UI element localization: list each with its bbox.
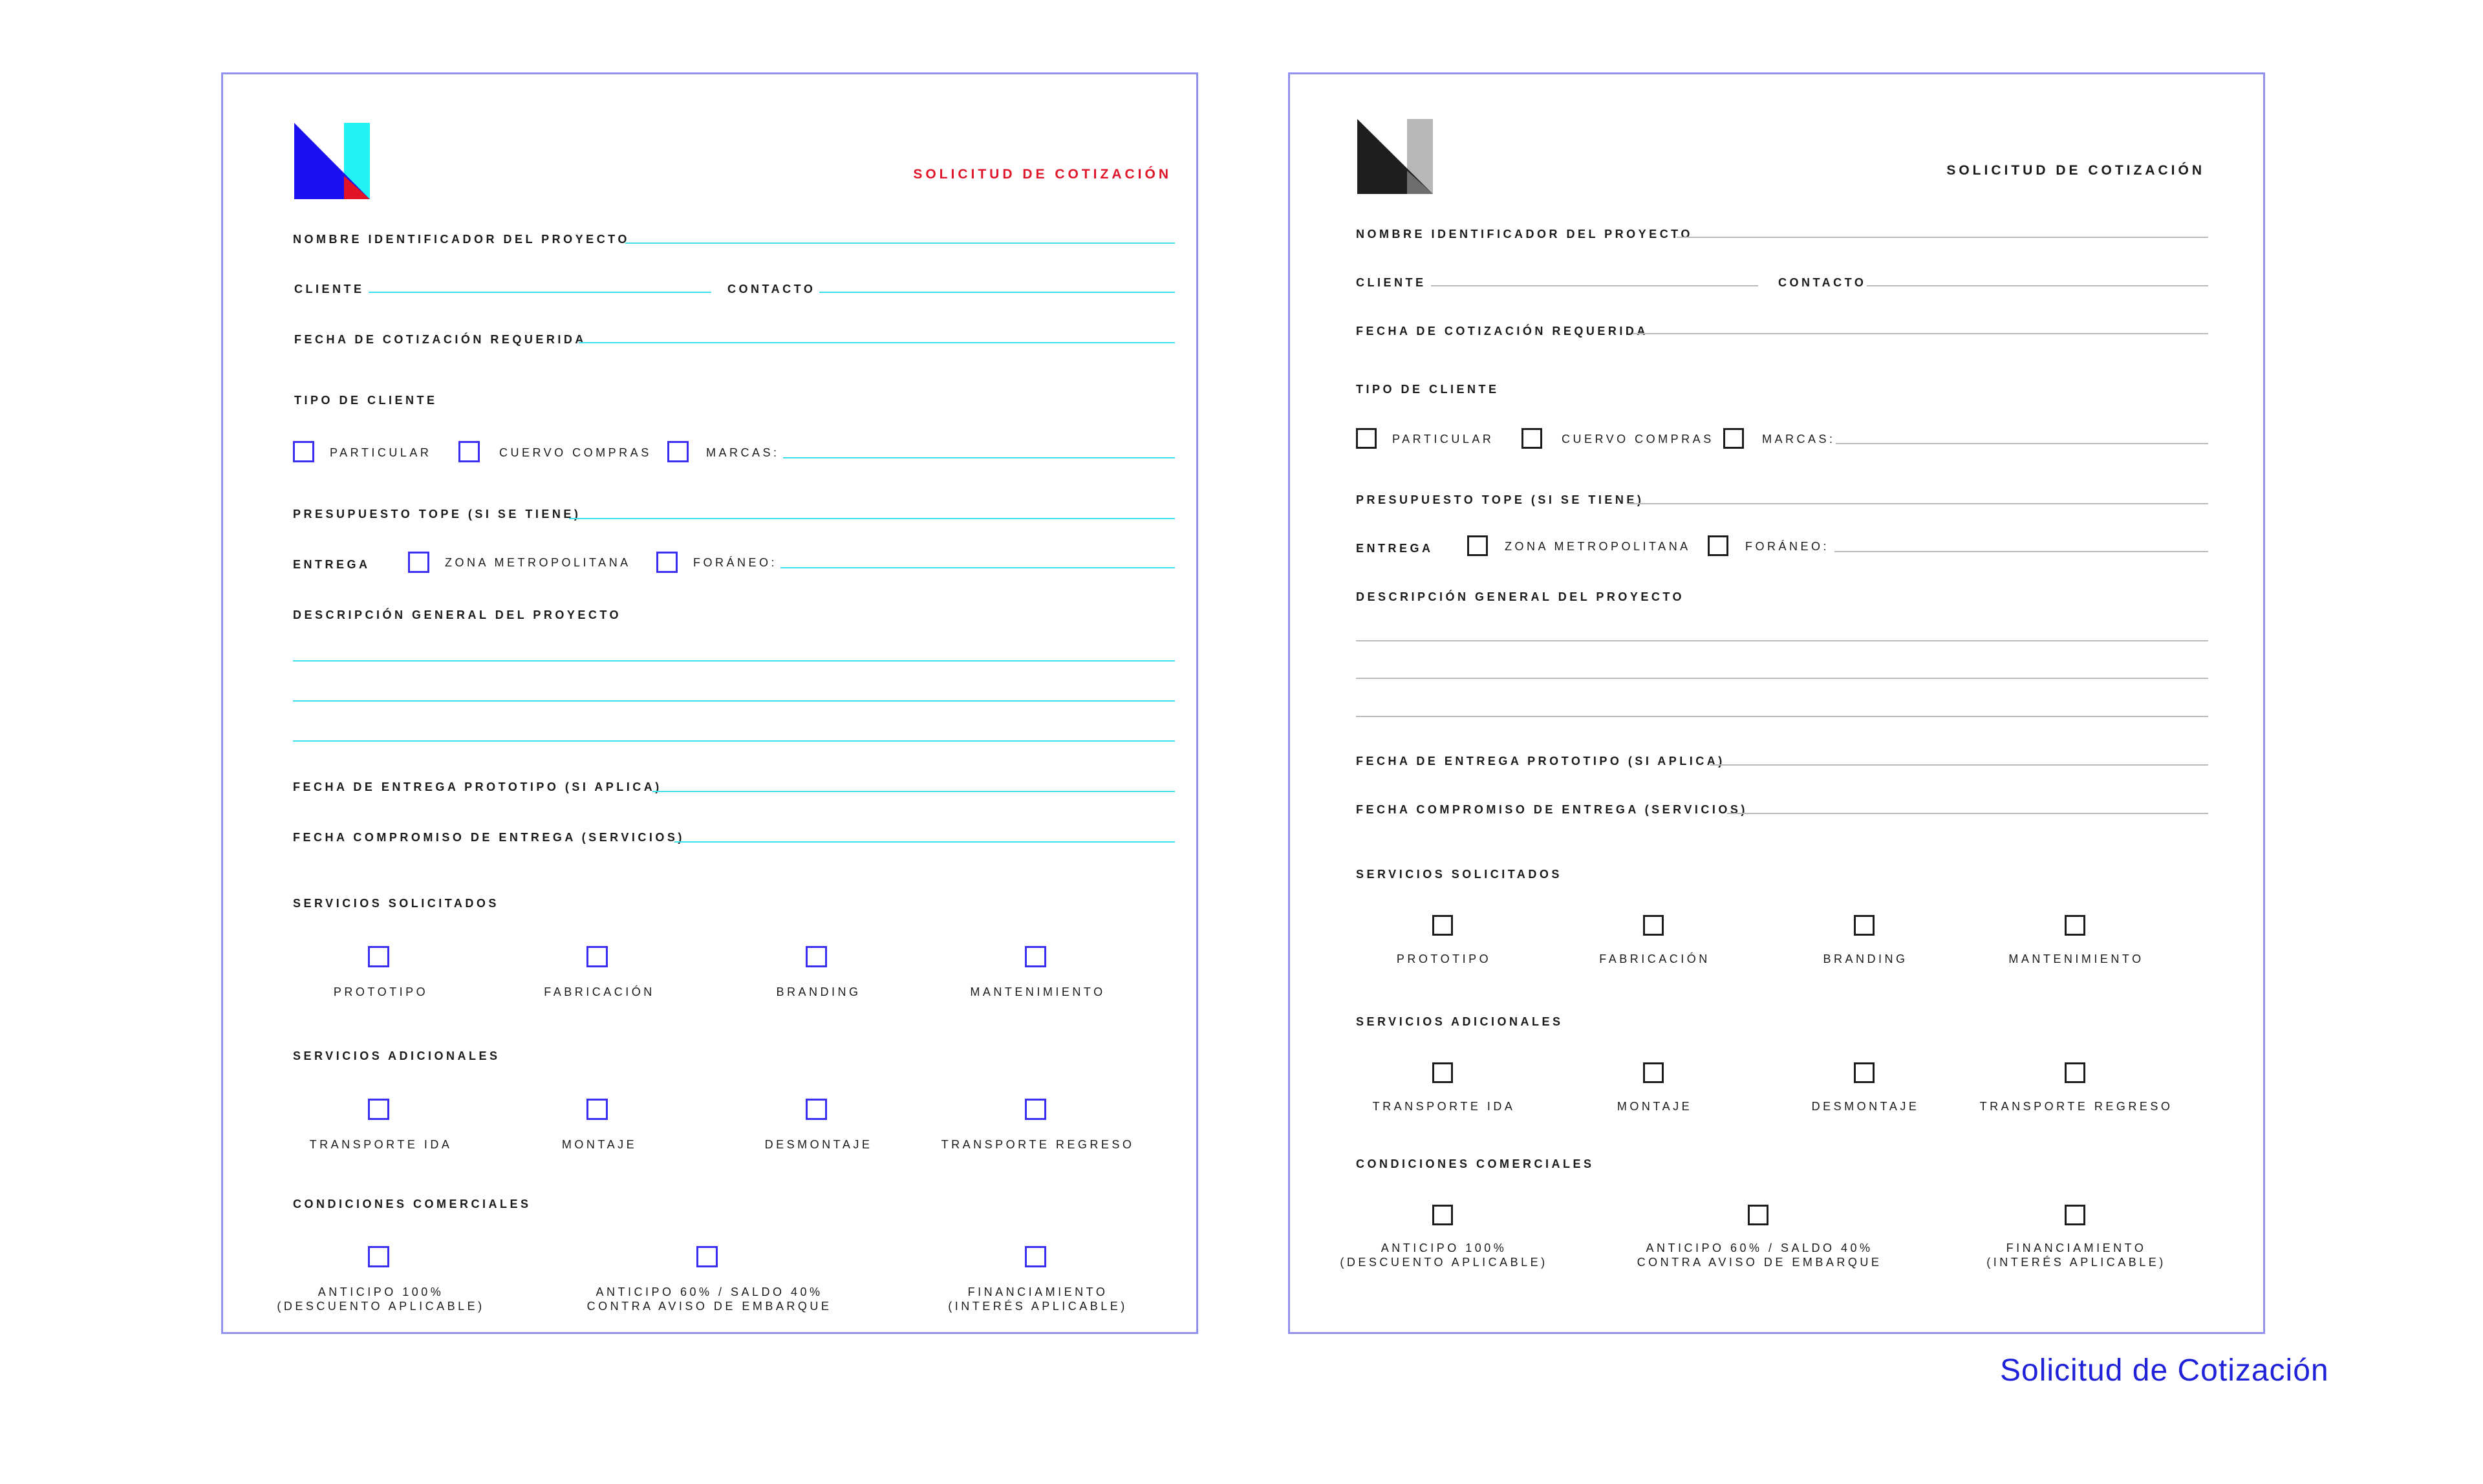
checkbox-desmontaje[interactable]: [1854, 1062, 1875, 1083]
project-name-field[interactable]: [625, 242, 1175, 244]
additional-services-label: SERVICIOS ADICIONALES: [293, 1049, 500, 1062]
commitment-date-label: FECHA COMPROMISO DE ENTREGA (SERVICIOS): [293, 831, 685, 844]
client-field[interactable]: [369, 292, 711, 293]
checkbox-mantenimiento[interactable]: [1025, 946, 1046, 967]
checkbox-anticipo-100[interactable]: [1432, 1205, 1453, 1225]
quote-date-field[interactable]: [579, 342, 1175, 343]
checkbox-anticipo-60[interactable]: [696, 1246, 718, 1267]
project-name-field[interactable]: [1677, 237, 2208, 238]
description-label: DESCRIPCIÓN GENERAL DEL PROYECTO: [1356, 590, 1685, 603]
foraneo-field[interactable]: [1834, 551, 2208, 552]
checkbox-cuervo-compras[interactable]: [458, 441, 480, 462]
service-branding: BRANDING: [1823, 952, 1908, 965]
budget-field[interactable]: [569, 518, 1175, 519]
option-particular: PARTICULAR: [1392, 433, 1494, 446]
description-line-3[interactable]: [1356, 716, 2208, 717]
checkbox-fabricacion[interactable]: [586, 946, 608, 967]
condition-anticipo-60-line2: CONTRA AVISO DE EMBARQUE: [586, 1300, 832, 1313]
service-mantenimiento: MANTENIMIENTO: [2008, 952, 2144, 965]
contact-label: CONTACTO: [1778, 276, 1867, 289]
checkbox-anticipo-60[interactable]: [1748, 1205, 1768, 1225]
service-fabricacion: FABRICACIÓN: [1599, 952, 1710, 965]
service-montaje: MONTAJE: [561, 1138, 638, 1151]
condition-anticipo-60-line2: CONTRA AVISO DE EMBARQUE: [1637, 1256, 1882, 1269]
prototype-date-field[interactable]: [1710, 764, 2208, 766]
budget-label: PRESUPUESTO TOPE (SI SE TIENE): [293, 508, 581, 521]
condition-financiamiento-line2: (INTERÉS APLICABLE): [948, 1300, 1128, 1313]
description-line-2[interactable]: [1356, 678, 2208, 679]
marcas-field[interactable]: [1836, 443, 2208, 444]
checkbox-zona-metropolitana[interactable]: [408, 552, 429, 573]
service-mantenimiento: MANTENIMIENTO: [970, 985, 1106, 998]
services-requested-label: SERVICIOS SOLICITADOS: [293, 897, 499, 910]
checkbox-foraneo[interactable]: [656, 552, 678, 573]
project-name-label: NOMBRE IDENTIFICADOR DEL PROYECTO: [1356, 228, 1693, 241]
condition-anticipo-100-line1: ANTICIPO 100%: [317, 1285, 444, 1298]
condition-anticipo-60: [1637, 1241, 1882, 1269]
brand-logo-mono-icon: [1357, 119, 1435, 197]
condition-financiamiento: [1986, 1241, 2166, 1269]
option-foraneo: FORÁNEO:: [1745, 540, 1830, 553]
checkbox-fabricacion[interactable]: [1643, 915, 1664, 936]
condition-anticipo-60-line1: ANTICIPO 60% / SALDO 40%: [596, 1285, 823, 1298]
additional-services-label: SERVICIOS ADICIONALES: [1356, 1015, 1564, 1028]
contact-field[interactable]: [819, 292, 1175, 293]
option-marcas: MARCAS:: [706, 446, 780, 459]
condition-anticipo-100-line2: (DESCUENTO APLICABLE): [277, 1300, 485, 1313]
description-line-1[interactable]: [293, 660, 1175, 661]
service-branding: BRANDING: [776, 985, 861, 998]
checkbox-branding[interactable]: [1854, 915, 1875, 936]
option-cuervo-compras: CUERVO COMPRAS: [1562, 433, 1714, 446]
page-caption: Solicitud de Cotización: [2000, 1353, 2329, 1388]
service-transporte-regreso: TRANSPORTE REGRESO: [1979, 1100, 2173, 1113]
condition-anticipo-100: [1340, 1241, 1547, 1269]
condition-anticipo-100-line2: (DESCUENTO APLICABLE): [1340, 1256, 1548, 1269]
checkbox-transporte-ida[interactable]: [1432, 1062, 1453, 1083]
checkbox-prototipo[interactable]: [1432, 915, 1453, 936]
condition-financiamiento-line2: (INTERÉS APLICABLE): [1986, 1256, 2166, 1269]
checkbox-mantenimiento[interactable]: [2065, 915, 2085, 936]
service-transporte-regreso: TRANSPORTE REGRESO: [941, 1138, 1135, 1151]
commercial-conditions-label: CONDICIONES COMERCIALES: [293, 1198, 532, 1210]
service-transporte-ida: TRANSPORTE IDA: [1372, 1100, 1516, 1113]
checkbox-financiamiento[interactable]: [2065, 1205, 2085, 1225]
quote-date-label: FECHA DE COTIZACIÓN REQUERIDA: [1356, 325, 1648, 338]
checkbox-transporte-ida[interactable]: [368, 1099, 389, 1120]
commitment-date-field[interactable]: [1727, 813, 2208, 814]
quote-form-mono: [1288, 72, 2265, 1334]
service-prototipo: PROTOTIPO: [1396, 952, 1492, 965]
delivery-label: ENTREGA: [1356, 542, 1434, 555]
budget-field[interactable]: [1628, 503, 2208, 504]
commitment-date-label: FECHA COMPROMISO DE ENTREGA (SERVICIOS): [1356, 803, 1748, 816]
checkbox-transporte-regreso[interactable]: [2065, 1062, 2085, 1083]
prototype-date-field[interactable]: [652, 791, 1175, 792]
option-cuervo-compras: CUERVO COMPRAS: [499, 446, 652, 459]
condition-financiamiento-line1: FINANCIAMIENTO: [2006, 1242, 2147, 1254]
checkbox-desmontaje[interactable]: [806, 1099, 827, 1120]
checkbox-montaje[interactable]: [1643, 1062, 1664, 1083]
checkbox-foraneo[interactable]: [1708, 535, 1728, 556]
client-label: CLIENTE: [294, 283, 365, 296]
marcas-field[interactable]: [783, 457, 1175, 458]
service-montaje: MONTAJE: [1617, 1100, 1693, 1113]
client-type-label: TIPO DE CLIENTE: [294, 394, 438, 407]
checkbox-particular[interactable]: [1356, 428, 1377, 449]
quote-form-color: [221, 72, 1198, 1334]
condition-financiamiento: [948, 1285, 1128, 1313]
project-name-label: NOMBRE IDENTIFICADOR DEL PROYECTO: [293, 233, 630, 246]
budget-label: PRESUPUESTO TOPE (SI SE TIENE): [1356, 493, 1644, 506]
condition-anticipo-100: [277, 1285, 484, 1313]
condition-financiamiento-line1: FINANCIAMIENTO: [967, 1285, 1108, 1298]
option-particular: PARTICULAR: [330, 446, 432, 459]
service-desmontaje: DESMONTAJE: [1811, 1100, 1920, 1113]
option-zona-metropolitana: ZONA METROPOLITANA: [445, 556, 631, 569]
checkbox-zona-metropolitana[interactable]: [1467, 535, 1488, 556]
form-title: SOLICITUD DE COTIZACIÓN: [1946, 163, 2205, 178]
description-label: DESCRIPCIÓN GENERAL DEL PROYECTO: [293, 608, 622, 621]
client-field[interactable]: [1431, 285, 1758, 286]
quote-date-label: FECHA DE COTIZACIÓN REQUERIDA: [294, 333, 586, 346]
service-fabricacion: FABRICACIÓN: [544, 985, 655, 998]
condition-anticipo-60-line1: ANTICIPO 60% / SALDO 40%: [1646, 1242, 1873, 1254]
option-marcas: MARCAS:: [1762, 433, 1836, 446]
contact-field[interactable]: [1867, 285, 2208, 286]
client-label: CLIENTE: [1356, 276, 1426, 289]
checkbox-anticipo-100[interactable]: [368, 1246, 389, 1267]
foraneo-field[interactable]: [780, 567, 1175, 568]
delivery-label: ENTREGA: [293, 558, 371, 571]
checkbox-branding[interactable]: [806, 946, 827, 967]
contact-label: CONTACTO: [727, 283, 816, 296]
prototype-date-label: FECHA DE ENTREGA PROTOTIPO (SI APLICA): [293, 780, 662, 793]
checkbox-transporte-regreso[interactable]: [1025, 1099, 1046, 1120]
service-transporte-ida: TRANSPORTE IDA: [309, 1138, 453, 1151]
condition-anticipo-100-line1: ANTICIPO 100%: [1381, 1242, 1507, 1254]
checkbox-prototipo[interactable]: [368, 946, 389, 967]
form-title: SOLICITUD DE COTIZACIÓN: [913, 167, 1172, 182]
description-line-2[interactable]: [293, 700, 1175, 702]
checkbox-marcas[interactable]: [667, 441, 689, 462]
brand-logo-color-icon: [294, 123, 372, 200]
commercial-conditions-label: CONDICIONES COMERCIALES: [1356, 1157, 1595, 1170]
condition-anticipo-60: [587, 1285, 832, 1313]
description-line-3[interactable]: [293, 740, 1175, 742]
checkbox-particular[interactable]: [293, 441, 314, 462]
option-zona-metropolitana: ZONA METROPOLITANA: [1505, 540, 1691, 553]
service-prototipo: PROTOTIPO: [333, 985, 429, 998]
description-line-1[interactable]: [1356, 640, 2208, 641]
prototype-date-label: FECHA DE ENTREGA PROTOTIPO (SI APLICA): [1356, 755, 1725, 768]
commitment-date-field[interactable]: [674, 841, 1175, 843]
checkbox-marcas[interactable]: [1723, 428, 1744, 449]
client-type-label: TIPO DE CLIENTE: [1356, 383, 1499, 396]
service-desmontaje: DESMONTAJE: [764, 1138, 873, 1151]
checkbox-financiamiento[interactable]: [1025, 1246, 1046, 1267]
option-foraneo: FORÁNEO:: [693, 556, 778, 569]
quote-date-field[interactable]: [1633, 333, 2208, 334]
services-requested-label: SERVICIOS SOLICITADOS: [1356, 868, 1562, 881]
checkbox-cuervo-compras[interactable]: [1521, 428, 1542, 449]
checkbox-montaje[interactable]: [586, 1099, 608, 1120]
